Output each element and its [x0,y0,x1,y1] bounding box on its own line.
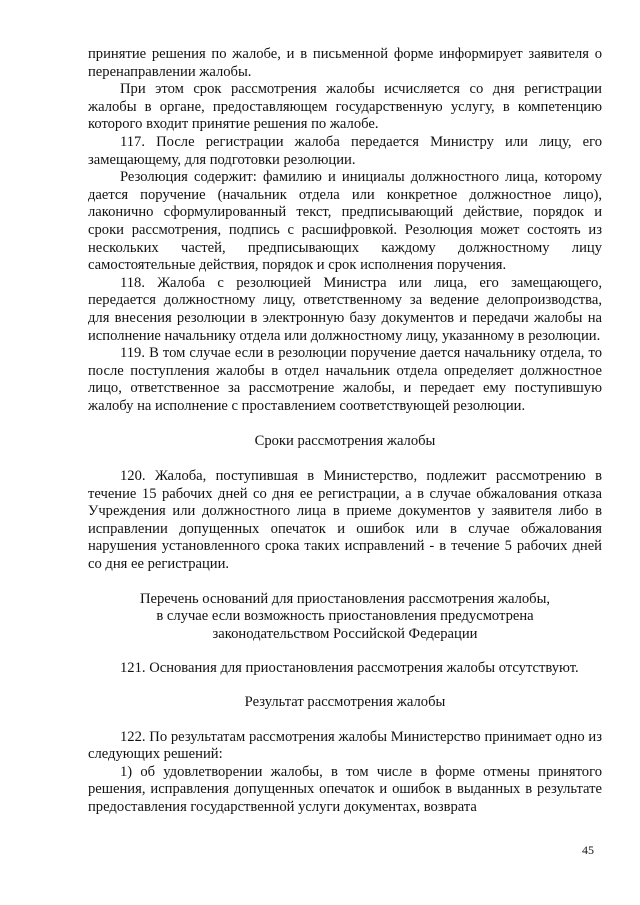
paragraph-117: 117. После регистрации жалоба передается Министру или лицу, его замещающему, для подготовки резолюции. [88,133,602,168]
paragraph-121: 121. Основания для приостановления рассмотрения жалобы отсутствуют. [120,660,579,677]
heading-line: Перечень оснований для приостановления рассмотрения жалобы, [139,590,551,607]
paragraph-resolution-contents: Резолюция содержит: фамилию и инициалы должностного лица, которому дается поручение (начальник отдела или конкретное должностное лицо), лаконично сформулированный текст, предписывающий действие, порядок и сроки рассмотрения, подпись с расшифровкой. Резолюция может состоять из нескольких частей, предписывающих каждому должностному лицу самостоятельные действия, порядок и срок исполнения поручения. [88,169,602,274]
paragraph-119: 119. В том случае если в резолюции поручение дается начальнику отдела, то после поступления жалобы в отдел начальник отдела определяет должностное лицо, ответственное за рассмотрение жалобы, и передает ему поступившую жалобу на исполнение с проставлением соответствующей резолюции. [88,345,602,414]
section-heading-result: Результат рассмотрения жалобы [244,694,446,710]
heading-line: законодательством Российской Федерации [212,625,478,642]
page-body [88,46,602,817]
section-heading-terms: Сроки рассмотрения жалобы [254,433,436,450]
paragraph-118: 118. Жалоба с резолюцией Министра или лица, его замещающего, передается должностному лицу, ответственному за ведение делопроизводства, для внесения резолюции в электронную базу документов и передачи жалобы на исполнение начальнику отдела или должностному лицу, указанному в резолюции. [88,274,602,344]
heading-line: в случае если возможность приостановления предусмотрена [156,608,534,625]
section-heading-suspension [88,591,602,644]
paragraph-continuation: принятие решения по жалобе, и в письменной форме информирует заявителя о перенаправлении жалобы. [88,46,602,80]
page-number: 45 [582,843,594,857]
paragraph-122-item-1: 1) об удовлетворении жалобы, в том числе в форме отмены принятого решения, исправления допущенных опечаток и ошибок в выданных в результате предоставления государственной услуги документах, возврата [88,763,602,815]
paragraph-120: 120. Жалоба, поступившая в Министерство, подлежит рассмотрению в течение 15 рабочих дней со дня ее регистрации, а в случае обжалования отказа Учреждения или должностного лица в приеме документов у заявителя либо в исправлении допущенных опечаток и ошибок или в случае обжалования нарушения установленного срока таких исправлений - в течение 5 рабочих дней со дня ее регистрации. [88,468,602,573]
paragraph-term-calculation: При этом срок рассмотрения жалобы исчисляется со дня регистрации жалобы в органе, предоставляющем государственную услугу, в компетенцию которого входит принятие решения по жалобе. [88,81,602,133]
paragraph-122: 122. По результатам рассмотрения жалобы Министерство принимает одно из следующих решений: [88,728,602,763]
